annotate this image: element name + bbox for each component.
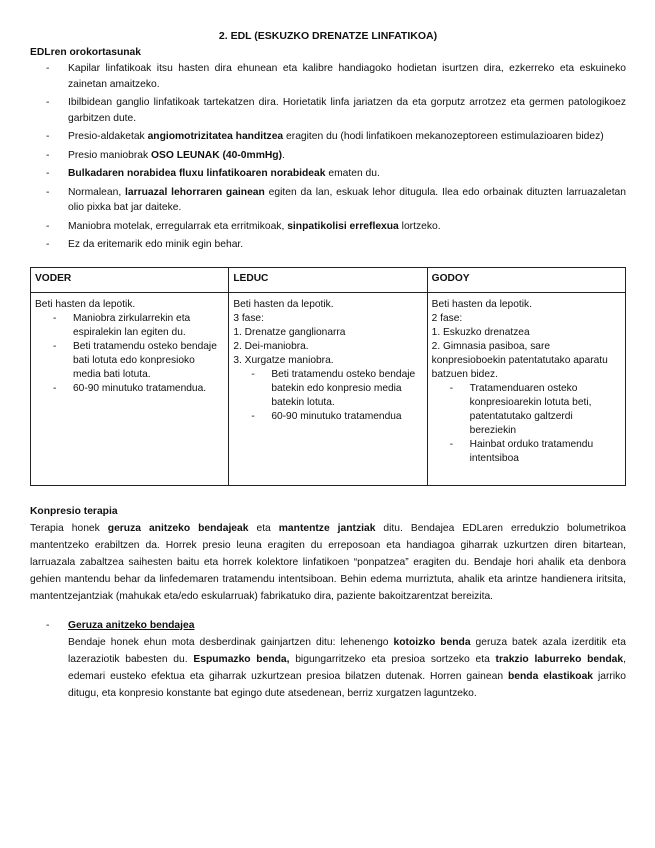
list-item: - Tratamenduaren osteko konpresioarekin lotuta beti, patentatutako galtzerdi bereziekin	[432, 382, 621, 438]
list-item: - Beti tratamendu osteko bendaje batekin edo konpresio media batekin lotuta.	[233, 368, 422, 410]
compression-sublist	[30, 617, 626, 702]
compression-paragraph	[30, 520, 626, 605]
text-run: jarriko ditugu, eta konpresio konstante bat egingo dute atsedenean, berriz xurgatzen laguntzeko.	[68, 670, 627, 699]
text-run: bigungarritzeko eta presioa sortzeko eta	[289, 653, 496, 665]
methods-table	[30, 267, 626, 486]
bold-text: sinpatikolisi erreflexua	[287, 220, 399, 232]
text-run: Maniobra motelak, erregularrak eta erritmikoak,	[68, 220, 288, 232]
text-run: Ibilbidean ganglio linfatikoak tartekatzen dira. Horietatik linfa jariatzen da eta gorputz arrotzez eta germen patologikoez garbitzen dute.	[68, 97, 626, 124]
godoy-list	[432, 382, 621, 466]
text-run: Presio-aldaketak	[68, 131, 148, 142]
subsection-heading: Geruza anitzeko bendajea	[68, 619, 195, 631]
section-heading-compression: Konpresio terapia	[30, 505, 118, 517]
text-run: Terapia honek	[30, 522, 108, 534]
godoy-phase: 2 fase:	[431, 312, 463, 324]
text-run: , edemari eusteko efektua eta giharrak uzkurtzean presioa bilatzen dutenak. Horren gainean	[68, 653, 627, 682]
godoy-step: 2. Gimnasia pasiboa, sare konpresioboekin patentatutako aparatu batzuen bidez.	[431, 340, 608, 380]
table-row	[31, 292, 626, 485]
bold-text: larruazal lehorraren gainean	[125, 186, 265, 198]
list-item	[30, 129, 626, 145]
voder-intro: Beti hasten da lepotik.	[35, 298, 136, 310]
leduc-step: 1. Drenatze ganglionarra	[233, 326, 346, 338]
bold-text: mantentze jantziak	[278, 522, 376, 534]
text-run: geruza batek azala izerditik eta lazeraziotik babesten du.	[68, 636, 626, 665]
text-run: lortzeko.	[398, 220, 441, 232]
text-run: Normalean,	[68, 186, 126, 198]
text-run: eta	[248, 522, 279, 534]
text-run: eragiten du (hodi linfatikoen mekanozeptoreen estimulazioaren bidez)	[283, 131, 604, 142]
text-run: Bendaje honek ehun mota desberdinak gainjartzen ditu: lehenengo	[68, 636, 394, 648]
leduc-list	[233, 368, 422, 424]
document-page	[30, 30, 626, 702]
cell-godoy	[427, 292, 625, 485]
voder-list	[35, 312, 224, 396]
list-item	[30, 185, 626, 216]
cell-leduc	[229, 292, 427, 485]
text-run: Presio maniobrak	[68, 149, 151, 161]
overview-list	[30, 61, 626, 253]
leduc-step: 3. Xurgatze maniobra.	[233, 354, 334, 366]
list-item	[30, 617, 626, 702]
list-item: - 60-90 minutuko tratamendua.	[35, 382, 224, 396]
godoy-intro: Beti hasten da lepotik.	[431, 298, 532, 310]
list-item	[30, 166, 626, 182]
document-title: 2. EDL (ESKUZKO DRENATZE LINFATIKOA)	[218, 30, 438, 42]
header-voder: VODER	[31, 267, 229, 292]
bandage-paragraph	[68, 634, 626, 702]
leduc-step: 2. Dei-maniobra.	[233, 340, 309, 352]
text-run: Ez da eritemarik edo minik egin behar.	[68, 239, 244, 250]
text-run: ditu. Bendajea EDLaren erredukzio bolumetrikoa mantentzeko erabiltzen da. Horrek presio leuna eragiten du erreposoan eta handiagoa giharrak uzkurtzen diren bitartean, larruazala zabaltzea saihesten baitu eta horrek kolektore linfatikoen “ponpatzea” eragiten du. Bendaje hori ahalik eta denbora gehien mantendu behar da linfedemaren tratamendu intentsiboan. Behin edema murriztuta, ahalik eta arintze handienera iritsita, mantentzejantziak (mahukak eta/edo eskularruak) fabrikatuko dira, paziente bakoitzarentzat bereizita.	[30, 522, 626, 602]
bold-text: Espumazko benda,	[193, 653, 290, 665]
list-item: - Maniobra zirkularrekin eta espiralekin lan egiten du.	[35, 312, 224, 340]
list-item	[30, 237, 626, 253]
bold-text: kotoizko benda	[393, 636, 471, 648]
leduc-phase: 3 fase:	[233, 312, 264, 324]
godoy-step: 1. Eskuzko drenatzea	[431, 326, 530, 338]
header-leduc: LEDUC	[229, 267, 427, 292]
bold-text: OSO LEUNAK (40-0mmHg)	[150, 149, 282, 161]
text-run: Kapilar linfatikoak itsu hasten dira ehunean eta kalibre handiagoko hodietan isurtzen dira, ezkerreko eta eskuineko zainetan amaitzeko.	[68, 63, 626, 90]
list-item	[30, 61, 626, 92]
table-header-row	[31, 267, 626, 292]
header-godoy: GODOY	[427, 267, 625, 292]
bold-text: trakzio laburreko bendak	[495, 653, 624, 665]
bold-text: benda elastikoak	[507, 670, 594, 682]
cell-voder	[31, 292, 229, 485]
bold-text: Bulkadaren norabidea fluxu linfatikoaren norabideak	[68, 168, 326, 179]
list-item: - Hainbat orduko tratamendu intentsiboa	[432, 438, 621, 466]
text-run: egiten da lan, eskuak lehor ditugula. Ilea edo orbainak dituzten larruazaletan olio pixka bat jar daiteke.	[68, 186, 627, 213]
text-run: .	[282, 149, 285, 161]
list-item	[30, 95, 626, 126]
bold-text: geruza anitzeko bendajeak	[107, 522, 249, 534]
leduc-intro: Beti hasten da lepotik.	[233, 298, 334, 310]
section-heading-overview: EDLren orokortasunak	[30, 47, 142, 58]
list-item	[30, 148, 626, 164]
list-item: - 60-90 minutuko tratamendua	[233, 410, 422, 424]
list-item: - Beti tratamendu osteko bendaje bati lotuta edo konpresioko media bati lotuta.	[35, 340, 224, 382]
list-item	[30, 219, 626, 235]
bold-text: angiomotrizitatea handitzea	[147, 131, 284, 142]
text-run: ematen du.	[325, 168, 380, 179]
